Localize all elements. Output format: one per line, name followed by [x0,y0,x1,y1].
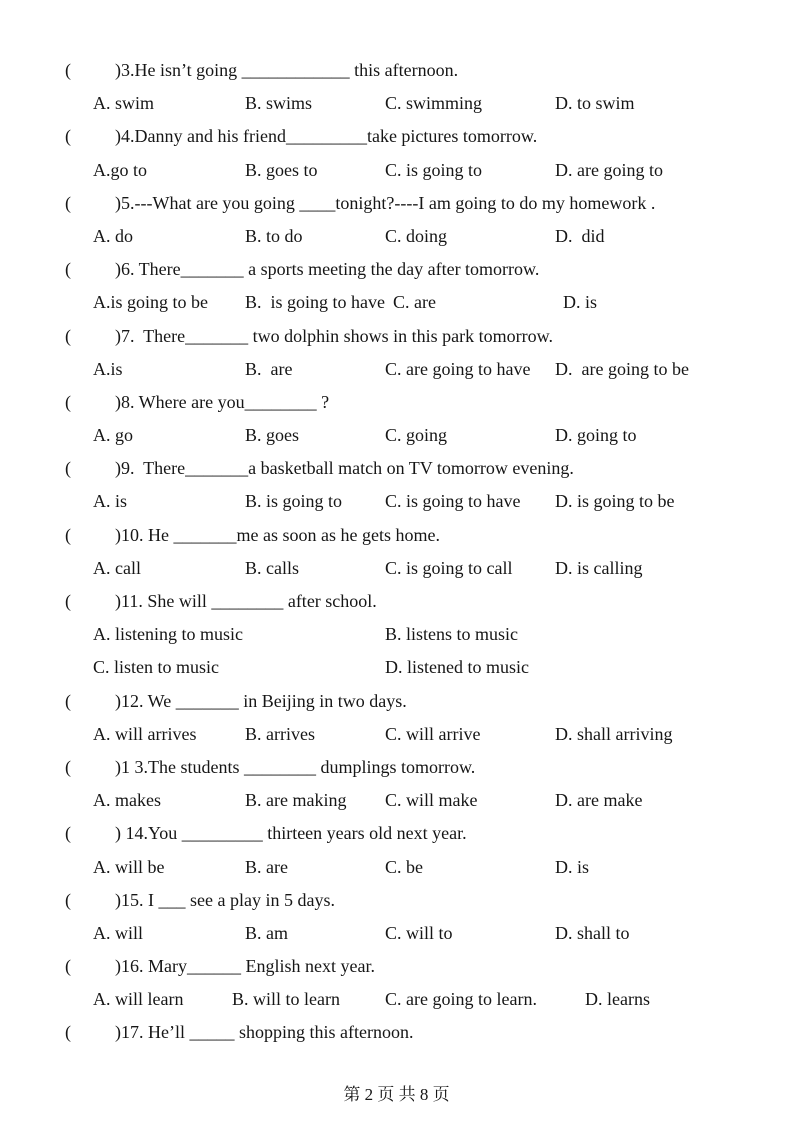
option-c: C. are going to learn. [385,989,537,1010]
question-14-options [0,851,793,884]
answer-bracket: ( [65,524,71,545]
question-14 [0,817,793,850]
question-4 [0,120,793,153]
option-c: C. be [385,856,423,877]
question-4-text: )4.Danny and his friend_________take pictures tomorrow. [115,126,538,147]
option-a: A. makes [93,790,161,811]
option-d: D. is [563,292,598,313]
answer-bracket: ( [65,60,71,80]
question-4-options [0,154,793,187]
option-a: A. will [93,922,144,943]
option-a: A. will learn [93,989,184,1010]
question-16-text: )16. Mary______ English next year. [115,956,375,977]
question-17 [0,1016,793,1049]
option-a: A.is going to be [93,292,208,313]
option-a: A. will arrives [93,723,197,744]
option-c: C. are [393,292,436,313]
answer-bracket: ( [65,823,71,844]
option-a: A. is [93,491,128,512]
option-d: D. are going to [555,159,663,180]
answer-bracket: ( [65,690,71,711]
option-c: C. is going to [385,159,483,180]
option-d: D. learns [585,989,650,1010]
option-d: D. is [555,856,590,877]
question-14-text: ) 14.You _________ thirteen years old next year. [115,823,467,844]
option-b: B. is going to have [245,292,385,313]
question-5-options [0,220,793,253]
answer-bracket: ( [65,259,71,280]
answer-bracket: ( [65,956,71,977]
question-5-text: )5.---What are you going ____tonight?----I am going to do my homework . [115,192,656,213]
option-a: A. will be [93,856,165,877]
option-a: A.go to [93,159,147,180]
questions-list [0,54,793,1050]
question-6-options [0,286,793,319]
question-13-text: )1 3.The students ________ dumplings tomorrow. [115,756,476,777]
question-6-text: )6. There_______ a sports meeting the day after tomorrow. [115,259,540,280]
option-a: A. swim [93,93,155,114]
page-footer: 第 2 页 共 8 页 [343,1085,450,1104]
question-11-options-row-2 [0,651,793,684]
question-13 [0,751,793,784]
option-a: A. do [93,225,133,246]
option-b: B. are [245,856,288,877]
option-c: C. will to [385,922,453,943]
option-a: A. call [93,557,141,578]
question-8-text: )8. Where are you________ ? [115,391,330,412]
question-12-options [0,718,793,751]
question-7-text: )7. There_______ two dolphin shows in this park tomorrow. [115,325,553,346]
question-15 [0,884,793,917]
option-b: B. goes [245,425,299,446]
option-c: C. going [385,425,448,446]
answer-bracket: ( [65,756,71,777]
question-11 [0,585,793,618]
question-16-options [0,983,793,1016]
question-9-text: )9. There_______a basketball match on TV tomorrow evening. [115,458,574,479]
option-d: D. to swim [555,93,635,114]
question-3 [0,54,793,87]
answer-bracket: ( [65,126,71,147]
question-11-options-row-1 [0,618,793,651]
option-b: B. to do [245,225,303,246]
question-12-text: )12. We _______ in Beijing in two days. [115,690,407,711]
option-d: D. are make [555,790,643,811]
option-c: C. are going to have [385,358,531,379]
question-9 [0,452,793,485]
option-b: B. is going to [245,491,343,512]
option-c: C. is going to call [385,557,513,578]
answer-bracket: ( [65,192,71,213]
option-a: A. listening to music [93,624,243,645]
option-c: C. will arrive [385,723,481,744]
option-b: B. are [245,358,293,379]
option-b: B. swims [245,93,313,114]
option-b: B. arrives [245,723,315,744]
option-d: D. going to [555,425,637,446]
question-15-text: )15. I ___ see a play in 5 days. [115,889,335,910]
option-b: B. will to learn [232,989,340,1010]
option-b: B. listens to music [385,624,519,645]
question-13-options [0,784,793,817]
question-15-options [0,917,793,950]
question-5 [0,187,793,220]
answer-bracket: ( [65,889,71,910]
option-c: C. will make [385,790,478,811]
question-11-text: )11. She will ________ after school. [115,591,377,611]
option-b: B. calls [245,557,299,578]
option-d: D. did [555,225,605,246]
option-d: D. are going to be [555,358,689,379]
question-10-text: )10. He _______me as soon as he gets home. [115,524,440,545]
question-10 [0,519,793,552]
question-3-text: )3.He isn’t going ____________ this afternoon. [115,60,459,80]
question-10-options [0,552,793,585]
answer-bracket: ( [65,458,71,479]
question-6 [0,253,793,286]
question-7 [0,320,793,353]
option-b: B. am [245,922,288,943]
option-b: B. goes to [245,159,318,180]
question-8 [0,386,793,419]
question-16 [0,950,793,983]
option-d: D. shall arriving [555,723,673,744]
question-3-options [0,87,793,120]
option-d: D. is going to be [555,491,675,512]
question-8-options [0,419,793,452]
option-d: D. is calling [555,557,643,578]
option-a: A.is [93,358,123,379]
question-12 [0,685,793,718]
option-c: C. doing [385,225,448,246]
question-17-text: )17. He’ll _____ shopping this afternoon. [115,1022,414,1043]
answer-bracket: ( [65,391,71,412]
option-c: C. listen to music [93,657,219,678]
option-d: D. shall to [555,922,630,943]
answer-bracket: ( [65,591,71,611]
answer-bracket: ( [65,325,71,346]
answer-bracket: ( [65,1022,71,1043]
option-c: C. swimming [385,93,483,114]
option-d: D. listened to music [385,657,529,678]
option-b: B. are making [245,790,347,811]
question-7-options [0,353,793,386]
option-c: C. is going to have [385,491,521,512]
question-9-options [0,485,793,518]
option-a: A. go [93,425,133,446]
